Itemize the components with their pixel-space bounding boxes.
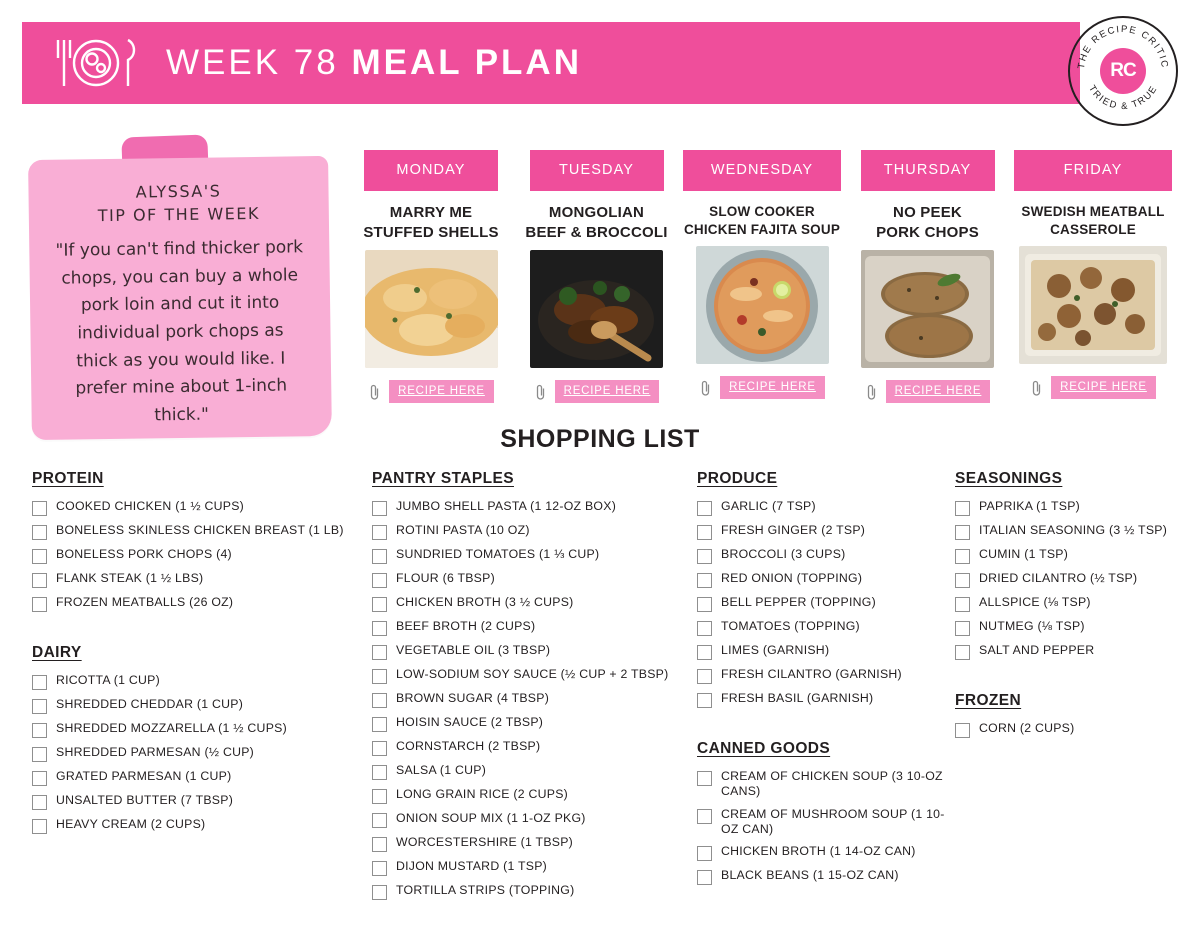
- day-column-friday: [1014, 150, 1172, 403]
- checkbox[interactable]: [955, 525, 970, 540]
- recipe-photo-wednesday: [696, 246, 829, 364]
- list-item[interactable]: BROCCOLI (3 CUPS): [697, 547, 955, 564]
- checkbox[interactable]: [372, 501, 387, 516]
- checkbox[interactable]: [697, 809, 712, 824]
- checkbox[interactable]: [32, 723, 47, 738]
- list-item[interactable]: TOMATOES (TOPPING): [697, 619, 955, 636]
- category-heading-protein: PROTEIN: [32, 470, 104, 487]
- list-item[interactable]: FRESH CILANTRO (GARNISH): [697, 667, 955, 684]
- checkbox[interactable]: [955, 723, 970, 738]
- category-items-seasonings: [955, 499, 1170, 660]
- list-item[interactable]: SUNDRIED TOMATOES (1 ⅓ CUP): [372, 547, 697, 564]
- list-item[interactable]: PAPRIKA (1 TSP): [955, 499, 1170, 516]
- checkbox[interactable]: [372, 789, 387, 804]
- paperclip-icon: [1030, 379, 1043, 397]
- list-item[interactable]: RED ONION (TOPPING): [697, 571, 955, 588]
- recipe-link-friday[interactable]: RECIPE HERE: [1051, 376, 1156, 399]
- list-item[interactable]: LOW-SODIUM SOY SAUCE (½ CUP + 2 TBSP): [372, 667, 697, 684]
- list-item[interactable]: ROTINI PASTA (10 OZ): [372, 523, 697, 540]
- tip-of-the-week-note: [30, 158, 330, 438]
- category-items-frozen: [955, 721, 1170, 738]
- day-label-thursday: THURSDAY: [861, 150, 995, 191]
- recipe-link-thursday[interactable]: RECIPE HERE: [886, 380, 991, 403]
- shopping-column-2: [372, 470, 697, 907]
- recipe-title-tuesday: MONGOLIAN BEEF & BROCCOLI: [525, 204, 668, 241]
- recipe-photo-tuesday: [530, 250, 663, 368]
- list-item[interactable]: FLOUR (6 TBSP): [372, 571, 697, 588]
- day-label-friday: FRIDAY: [1014, 150, 1172, 191]
- category-items-protein: [32, 499, 372, 612]
- list-item[interactable]: SHREDDED PARMESAN (½ CUP): [32, 745, 372, 762]
- list-item[interactable]: SHREDDED CHEDDAR (1 CUP): [32, 697, 372, 714]
- paperclip-icon: [699, 379, 712, 397]
- paperclip-icon: [368, 383, 381, 401]
- day-column-thursday: [849, 150, 1007, 403]
- checkbox[interactable]: [372, 597, 387, 612]
- checkbox[interactable]: [32, 525, 47, 540]
- checkbox[interactable]: [372, 861, 387, 876]
- checkbox[interactable]: [955, 645, 970, 660]
- checkbox[interactable]: [697, 693, 712, 708]
- logo-ring-text-bottom: TRIED & TRUE: [1086, 83, 1160, 113]
- checkbox[interactable]: [955, 573, 970, 588]
- shopping-column-1: [32, 470, 372, 907]
- list-item[interactable]: TORTILLA STRIPS (TOPPING): [372, 883, 697, 900]
- category-heading-canned-goods: CANNED GOODS: [697, 740, 831, 757]
- list-item[interactable]: BEEF BROTH (2 CUPS): [372, 619, 697, 636]
- list-item[interactable]: CREAM OF CHICKEN SOUP (3 10-OZ CANS): [697, 769, 955, 800]
- list-item[interactable]: BELL PEPPER (TOPPING): [697, 595, 955, 612]
- checkbox[interactable]: [32, 819, 47, 834]
- list-item[interactable]: BLACK BEANS (1 15-OZ CAN): [697, 868, 955, 885]
- checkbox[interactable]: [697, 771, 712, 786]
- checkbox[interactable]: [372, 525, 387, 540]
- list-item[interactable]: WORCESTERSHIRE (1 TBSP): [372, 835, 697, 852]
- list-item[interactable]: FRESH GINGER (2 TSP): [697, 523, 955, 540]
- shopping-column-4: [955, 470, 1170, 907]
- checkbox[interactable]: [372, 669, 387, 684]
- list-item[interactable]: ITALIAN SEASONING (3 ½ TSP): [955, 523, 1170, 540]
- list-item[interactable]: ALLSPICE (⅛ TSP): [955, 595, 1170, 612]
- checkbox[interactable]: [372, 549, 387, 564]
- category-heading-seasonings: SEASONINGS: [955, 470, 1063, 487]
- list-item[interactable]: GARLIC (7 TSP): [697, 499, 955, 516]
- checkbox[interactable]: [32, 747, 47, 762]
- day-column-monday: [352, 150, 510, 403]
- checkbox[interactable]: [697, 870, 712, 885]
- list-item[interactable]: CHICKEN BROTH (1 14-OZ CAN): [697, 844, 955, 861]
- checkbox[interactable]: [697, 573, 712, 588]
- checkbox[interactable]: [32, 795, 47, 810]
- checkbox[interactable]: [955, 621, 970, 636]
- recipe-title-friday: SWEDISH MEATBALL CASSEROLE: [1021, 204, 1165, 237]
- day-label-monday: MONDAY: [364, 150, 498, 191]
- day-label-tuesday: TUESDAY: [530, 150, 664, 191]
- recipe-link-wednesday[interactable]: RECIPE HERE: [720, 376, 825, 399]
- list-item[interactable]: LIMES (GARNISH): [697, 643, 955, 660]
- list-item[interactable]: HOISIN SAUCE (2 TBSP): [372, 715, 697, 732]
- list-item[interactable]: NUTMEG (⅛ TSP): [955, 619, 1170, 636]
- list-item[interactable]: FROZEN MEATBALLS (26 OZ): [32, 595, 372, 612]
- checkbox[interactable]: [955, 597, 970, 612]
- checkbox[interactable]: [697, 549, 712, 564]
- tip-title-line1: ALYSSA'S: [135, 181, 222, 202]
- checkbox[interactable]: [32, 771, 47, 786]
- checkbox[interactable]: [697, 669, 712, 684]
- checkbox[interactable]: [697, 645, 712, 660]
- list-item[interactable]: RICOTTA (1 CUP): [32, 673, 372, 690]
- category-items-produce: [697, 499, 955, 708]
- checkbox[interactable]: [697, 597, 712, 612]
- day-column-tuesday: [518, 150, 676, 403]
- list-item[interactable]: DRIED CILANTRO (½ TSP): [955, 571, 1170, 588]
- list-item[interactable]: CUMIN (1 TSP): [955, 547, 1170, 564]
- page-title-mealplan: MEAL PLAN: [351, 43, 582, 82]
- checkbox[interactable]: [955, 501, 970, 516]
- recipe-photo-friday: [1019, 246, 1167, 364]
- checkbox[interactable]: [697, 846, 712, 861]
- tip-text: "If you can't find thicker pork chops, you can buy a whole pork loin and cut it into individual pork chops as thick as you would like. I prefer mine about 1-inch thick.": [55, 237, 304, 425]
- category-heading-pantry-staples: PANTRY STAPLES: [372, 470, 514, 487]
- list-item[interactable]: HEAVY CREAM (2 CUPS): [32, 817, 372, 834]
- checkbox[interactable]: [372, 813, 387, 828]
- checkbox[interactable]: [697, 501, 712, 516]
- page-title-week: WEEK 78: [166, 43, 352, 82]
- paperclip-icon: [534, 383, 547, 401]
- logo-ring-text-top: THE RECIPE CRITIC: [1075, 23, 1171, 70]
- logo-monogram: RC: [1100, 48, 1146, 94]
- recipe-photo-thursday: [861, 250, 994, 368]
- checkbox[interactable]: [372, 645, 387, 660]
- recipe-title-thursday: NO PEEK PORK CHOPS: [876, 204, 979, 241]
- shopping-column-3: [697, 470, 955, 907]
- recipe-link-tuesday[interactable]: RECIPE HERE: [555, 380, 660, 403]
- list-item[interactable]: BONELESS PORK CHOPS (4): [32, 547, 372, 564]
- checkbox[interactable]: [32, 549, 47, 564]
- plate-fork-knife-icon: [48, 34, 144, 92]
- checkbox[interactable]: [32, 699, 47, 714]
- checkbox[interactable]: [697, 525, 712, 540]
- list-item[interactable]: ONION SOUP MIX (1 1-OZ PKG): [372, 811, 697, 828]
- checkbox[interactable]: [372, 693, 387, 708]
- list-item[interactable]: CORN (2 CUPS): [955, 721, 1170, 738]
- category-items-canned-goods: [697, 769, 955, 885]
- checkbox[interactable]: [372, 741, 387, 756]
- list-item[interactable]: BONELESS SKINLESS CHICKEN BREAST (1 LB): [32, 523, 372, 540]
- tip-title: [52, 178, 305, 228]
- shopping-list-title: SHOPPING LIST: [500, 425, 700, 453]
- list-item[interactable]: FRESH BASIL (GARNISH): [697, 691, 955, 708]
- checkbox[interactable]: [372, 717, 387, 732]
- shopping-list: [32, 470, 1172, 907]
- list-item[interactable]: DIJON MUSTARD (1 TSP): [372, 859, 697, 876]
- checkbox[interactable]: [372, 765, 387, 780]
- recipe-link-monday[interactable]: RECIPE HERE: [389, 380, 494, 403]
- recipe-title-wednesday: SLOW COOKER CHICKEN FAJITA SOUP: [683, 204, 841, 237]
- list-item[interactable]: CREAM OF MUSHROOM SOUP (1 10-OZ CAN): [697, 807, 955, 838]
- paperclip-icon: [865, 383, 878, 401]
- checkbox[interactable]: [372, 621, 387, 636]
- weekly-meals: [352, 150, 1172, 403]
- checkbox[interactable]: [372, 573, 387, 588]
- page-title: [166, 43, 582, 83]
- header-banner: [22, 22, 1080, 104]
- list-item[interactable]: BROWN SUGAR (4 TBSP): [372, 691, 697, 708]
- checkbox[interactable]: [372, 885, 387, 900]
- day-label-wednesday: WEDNESDAY: [683, 150, 841, 191]
- checkbox[interactable]: [372, 837, 387, 852]
- checkbox[interactable]: [955, 549, 970, 564]
- list-item[interactable]: CHICKEN BROTH (3 ½ CUPS): [372, 595, 697, 612]
- tip-title-line2: TIP OF THE WEEK: [97, 204, 261, 226]
- list-item[interactable]: GRATED PARMESAN (1 CUP): [32, 769, 372, 786]
- category-items-dairy: [32, 673, 372, 834]
- category-items-pantry-staples: [372, 499, 697, 900]
- brand-logo: [1068, 16, 1178, 126]
- checkbox[interactable]: [697, 621, 712, 636]
- category-heading-produce: PRODUCE: [697, 470, 778, 487]
- recipe-photo-monday: [365, 250, 498, 368]
- list-item[interactable]: VEGETABLE OIL (3 TBSP): [372, 643, 697, 660]
- list-item[interactable]: UNSALTED BUTTER (7 TBSP): [32, 793, 372, 810]
- list-item[interactable]: COOKED CHICKEN (1 ½ CUPS): [32, 499, 372, 516]
- list-item[interactable]: SALT AND PEPPER: [955, 643, 1170, 660]
- category-heading-frozen: FROZEN: [955, 692, 1022, 709]
- list-item[interactable]: SHREDDED MOZZARELLA (1 ½ CUPS): [32, 721, 372, 738]
- list-item[interactable]: FLANK STEAK (1 ½ LBS): [32, 571, 372, 588]
- checkbox[interactable]: [32, 675, 47, 690]
- checkbox[interactable]: [32, 597, 47, 612]
- list-item[interactable]: CORNSTARCH (2 TBSP): [372, 739, 697, 756]
- list-item[interactable]: LONG GRAIN RICE (2 CUPS): [372, 787, 697, 804]
- checkbox[interactable]: [32, 573, 47, 588]
- list-item[interactable]: JUMBO SHELL PASTA (1 12-OZ BOX): [372, 499, 697, 516]
- list-item[interactable]: SALSA (1 CUP): [372, 763, 697, 780]
- category-heading-dairy: DAIRY: [32, 644, 82, 661]
- checkbox[interactable]: [32, 501, 47, 516]
- recipe-title-monday: MARRY ME STUFFED SHELLS: [363, 204, 499, 241]
- day-column-wednesday: [683, 150, 841, 403]
